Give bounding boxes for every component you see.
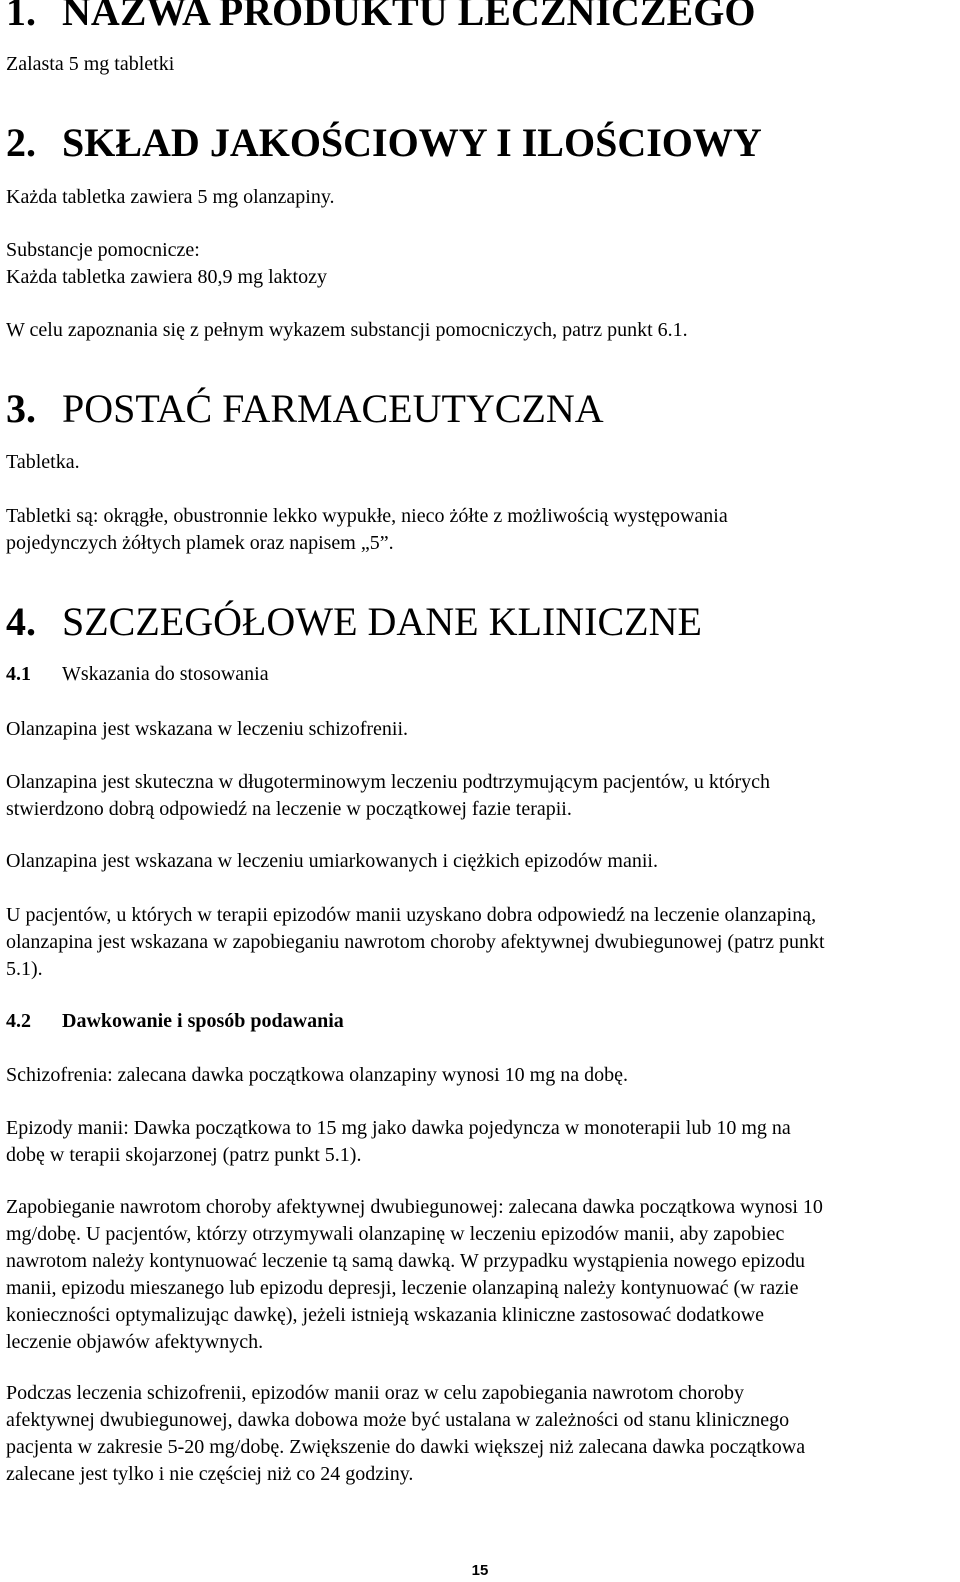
heading-section-3 (6, 386, 604, 431)
text-line: W celu zapoznania się z pełnym wykazem substancji pomocniczych, patrz punkt 6.1. (6, 319, 688, 341)
text-line: U pacjentów, u których w terapii epizodów manii uzyskano dobra odpowiedź na leczenie olanzapiną, (6, 904, 817, 926)
paragraph-composition (6, 184, 948, 211)
text-line: Tabletki są: okrągłe, obustronnie lekko wypukłe, nieco żółte z możliwością występowania (6, 505, 728, 527)
text-line: mg/dobę. U pacjentów, którzy otrzymywali olanzapinę w leczeniu epizodów manii, aby zapobiec (6, 1223, 785, 1245)
text-line: 5.1). (6, 958, 43, 980)
section-number: 4.1 (6, 663, 31, 685)
section-title: Wskazania do stosowania (62, 663, 269, 685)
text-line: manii, epizodu mieszanego lub epizodu depresji, leczenie olanzapiną należy kontynuować (w razie (6, 1277, 799, 1299)
text-line: konieczności optymalizując dawkę), jeżeli istnieją wskazania kliniczne zastosować dodatkowe (6, 1304, 765, 1326)
text-line: Olanzapina jest wskazana w leczeniu schizofrenii. (6, 718, 409, 740)
text-line: nawrotom należy kontynuować leczenie tą samą dawką. W przypadku wystąpienia nowego epizodu (6, 1250, 805, 1272)
section-number: 4. (6, 599, 36, 644)
paragraph-dosage-prevention (6, 1194, 948, 1356)
section-title: POSTAĆ FARMACEUTYCZNA (62, 386, 604, 431)
section-number: 4.2 (6, 1010, 31, 1032)
text-line: pacjenta w zakresie 5-20 mg/dobę. Zwiększenie do dawki większej niż zalecana dawka początkowa (6, 1436, 806, 1458)
text-line: Epizody manii: Dawka początkowa to 15 mg jako dawka pojedyncza w monoterapii lub 10 mg na (6, 1117, 791, 1139)
paragraph-indication-2 (6, 769, 948, 823)
text-line: Podczas leczenia schizofrenii, epizodów manii oraz w celu zapobiegania nawrotom choroby (6, 1382, 745, 1404)
paragraph-excipients-ref (6, 317, 948, 344)
heading-section-4-2 (6, 1008, 344, 1035)
text-line: afektywnej dwubiegunowej, dawka dobowa może być ustalana w zależności od stanu klinicznego (6, 1409, 790, 1431)
paragraph-excipients (6, 237, 948, 291)
text-line: leczenie objawów afektywnych. (6, 1331, 264, 1353)
paragraph-indication-3 (6, 848, 948, 875)
section-title: SZCZEGÓŁOWE DANE KLINICZNE (62, 599, 702, 644)
paragraph-indication-4 (6, 902, 948, 983)
text-line: Tabletka. (6, 451, 80, 473)
text-line: Zalasta 5 mg tabletki (6, 53, 175, 75)
text-line: Zapobieganie nawrotom choroby afektywnej dwubiegunowej: zalecana dawka początkowa wynosi 10 (6, 1196, 823, 1218)
paragraph-product-name (6, 51, 948, 78)
page-number: 15 (471, 1562, 489, 1579)
section-number: 1. (6, 0, 36, 34)
text-line: olanzapina jest wskazana w zapobieganiu nawrotom choroby afektywnej dwubiegunowej (patrz punkt (6, 931, 825, 953)
section-number: 3. (6, 386, 36, 431)
section-title: SKŁAD JAKOŚCIOWY I ILOŚCIOWY (62, 120, 762, 165)
heading-section-4-1 (6, 661, 269, 688)
text-line: stwierdzono dobrą odpowiedź na leczenie w początkowej fazie terapii. (6, 798, 572, 820)
section-number: 2. (6, 120, 36, 165)
text-line: Schizofrenia: zalecana dawka początkowa olanzapiny wynosi 10 mg na dobę. (6, 1064, 628, 1086)
paragraph-form (6, 449, 948, 476)
paragraph-dosage-range (6, 1380, 948, 1488)
heading-section-2 (6, 120, 762, 165)
text-line: dobę w terapii skojarzonej (patrz punkt 5.1). (6, 1144, 362, 1166)
text-line: Olanzapina jest wskazana w leczeniu umiarkowanych i ciężkich epizodów manii. (6, 850, 658, 872)
text-line: Każda tabletka zawiera 80,9 mg laktozy (6, 266, 327, 288)
text-line: zalecane jest tylko i nie częściej niż co 24 godziny. (6, 1463, 414, 1485)
text-line: Każda tabletka zawiera 5 mg olanzapiny. (6, 186, 335, 208)
paragraph-tablet-description (6, 503, 948, 557)
text-line: Substancje pomocnicze: (6, 239, 200, 261)
paragraph-dosage-mania (6, 1115, 948, 1169)
section-title: Dawkowanie i sposób podawania (62, 1010, 344, 1032)
heading-section-1 (6, 0, 756, 34)
heading-section-4 (6, 599, 702, 644)
paragraph-dosage-schizophrenia (6, 1062, 948, 1089)
paragraph-indication-1 (6, 716, 948, 743)
section-title: NAZWA PRODUKTU LECZNICZEGO (62, 0, 756, 34)
text-line: pojedynczych żółtych plamek oraz napisem „5”. (6, 532, 394, 554)
text-line: Olanzapina jest skuteczna w długoterminowym leczeniu podtrzymującym pacjentów, u których (6, 771, 771, 793)
